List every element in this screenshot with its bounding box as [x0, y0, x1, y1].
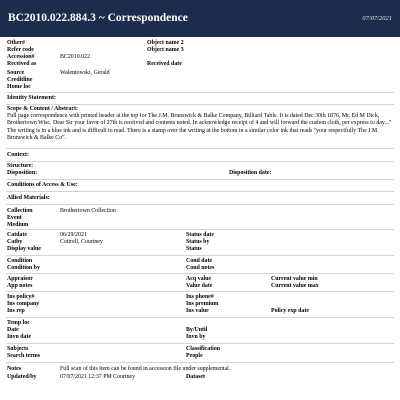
divider — [6, 255, 394, 256]
divider — [6, 362, 394, 363]
condition-label: Condition — [7, 258, 33, 264]
object-name-2-label: Object name 2 — [147, 40, 184, 46]
disposition-label: Disposition: — [7, 170, 38, 176]
current-value-min-label: Current value min — [271, 276, 318, 282]
appraisor-label: Appraisor — [7, 276, 33, 282]
divider — [6, 229, 394, 230]
source-label: Source — [7, 70, 25, 76]
acq-value-label: Acq value — [186, 276, 212, 282]
invn-by-label: Invn by — [186, 334, 206, 340]
catdate-label: Catdate — [7, 232, 27, 238]
catdate-value: 06/29/2021 — [60, 232, 87, 238]
medium-label: Medium — [7, 222, 29, 228]
allied-materials-label: Allied Materials: — [7, 195, 50, 201]
divider — [6, 291, 394, 292]
divider — [6, 148, 394, 149]
cond-date-label: Cond date — [186, 258, 213, 264]
ins-value-label: Ins value — [186, 308, 209, 314]
record-header — [0, 0, 400, 37]
divider — [6, 191, 394, 192]
ins-company-label: Ins company — [7, 301, 40, 307]
policy-exp-date-label: Policy exp date — [271, 308, 309, 314]
collection-label: Collection — [7, 208, 33, 214]
home-loc-label: Home loc — [7, 84, 31, 90]
print-date: 07/07/2021 — [362, 15, 392, 22]
temp-loc-label: Temp loc — [7, 320, 30, 326]
status-label: Status — [186, 246, 202, 252]
catby-label: Catby — [7, 239, 23, 245]
people-label: People — [186, 353, 203, 359]
condition-by-label: Condition by — [7, 265, 40, 271]
received-as-label: Received as — [7, 61, 37, 67]
divider — [6, 317, 394, 318]
collection-value: Brothertown Collection — [60, 208, 116, 214]
catby-value: Cottrell, Courtney — [60, 239, 103, 245]
received-date-label: Received date — [147, 61, 182, 67]
invn-date-label: Invn date — [7, 334, 32, 340]
source-value: Walentowski, Gerald — [60, 70, 110, 76]
search-terms-label: Search terms — [7, 353, 41, 359]
by-until-label: By/Until — [186, 327, 208, 333]
identity-statement-label: Identity Statement: — [7, 95, 56, 101]
date-label: Date — [7, 327, 19, 333]
object-name-3-label: Object name 3 — [147, 47, 184, 53]
scope-content-label: Scope & Content / Abstract: — [7, 106, 79, 112]
display-value-label: Display value — [7, 246, 41, 252]
current-value-max-label: Current value max — [271, 283, 319, 289]
updated-by-label: Updated/by — [7, 374, 37, 380]
divider — [6, 104, 394, 105]
divider — [6, 204, 394, 205]
conditions-access-label: Conditions of Access & Use: — [7, 182, 78, 188]
classification-label: Classification — [186, 346, 221, 352]
disposition-date-label: Disposition date: — [229, 170, 272, 176]
structure-label: Structure: — [7, 163, 34, 169]
status-date-label: Status date — [186, 232, 214, 238]
cond-notes-label: Cond notes — [186, 265, 215, 271]
ins-phone-label: Ins phone# — [186, 294, 214, 300]
value-date-label: Value date — [186, 283, 213, 289]
ins-policy-label: Ins policy# — [7, 294, 35, 300]
accession-label: Accession# — [7, 54, 35, 60]
ins-rep-label: Ins rep — [7, 308, 25, 314]
scope-content-text: Full page correspondence with printed header at the top for The J.M. Brunswick & Balke Company, Billiard Table. It is dated Dec 30th 1876, Mr. Ed M Dick, Brothertown Wisc. Dear Sir your favor of 27th is received and contents noted. In acknowledge receipt of 4 and will forward the cushon cloth, per express to day..." The writing is in a blue ink and is difficult to read. There is a stamp over the writing at the bottom in a similar color ink that reads "your respectfully The J.M. Brunswick & Balke Co". — [7, 113, 392, 142]
divider — [6, 92, 394, 93]
divider — [6, 179, 394, 180]
divider — [6, 343, 394, 344]
ins-premium-label: Ins premium — [186, 301, 219, 307]
subjects-label: Subjects — [7, 346, 29, 352]
notes-label: Notes — [7, 366, 22, 372]
other-number-label: Other# — [7, 40, 25, 46]
event-label: Event — [7, 215, 22, 221]
updated-by-value: 07/07/2021 12:37 PM Courtney — [60, 374, 136, 380]
divider — [6, 273, 394, 274]
dataset-label: Dataset — [186, 374, 205, 380]
status-by-label: Status by — [186, 239, 210, 245]
app-notes-label: App notes — [7, 283, 33, 289]
divider — [6, 161, 394, 162]
refer-code-label: Refer code — [7, 47, 34, 53]
context-label: Context: — [7, 152, 29, 158]
record-title: BC2010.022.884.3 ~ Correspondence — [8, 12, 188, 24]
creditline-label: Creditline — [7, 77, 33, 83]
accession-value: BC2010.022 — [60, 54, 90, 60]
notes-value: Full scan of this item can be found in accession file under supplemental. — [60, 366, 231, 372]
